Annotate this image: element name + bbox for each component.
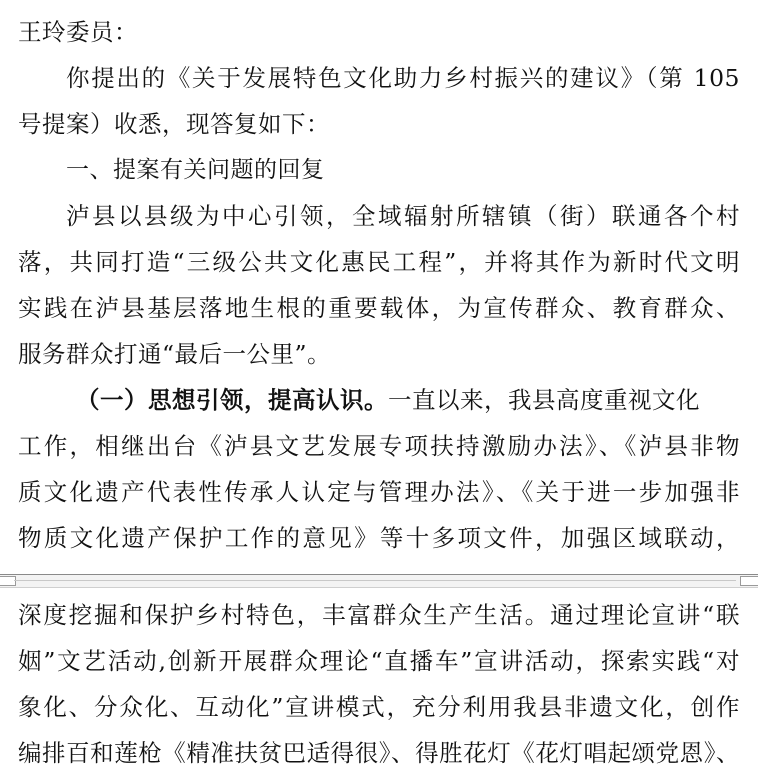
- body-line-13: 编排百和莲枪《精准扶贫巴适得很》、得胜花灯《花灯唱起颂党恩》、: [18, 739, 740, 767]
- body-line-9: 物质文化遗产保护工作的意见》等十多项文件，加强区域联动，: [18, 524, 740, 552]
- body-line-2: 号提案）收悉，现答复如下：: [18, 110, 330, 138]
- body-line-5: 实践在泸县基层落地生根的重要载体，为宣传群众、教育群众、: [18, 294, 740, 322]
- page-break-divider: [0, 574, 758, 588]
- body-line-12: 象化、分众化、互动化”宣讲模式，充分利用我县非遗文化，创作: [18, 693, 740, 721]
- page-corner-right: [740, 576, 758, 586]
- document-page-2: [0, 588, 758, 778]
- subsection-line: [76, 377, 740, 423]
- body-line-3: 泸县以县级为中心引领，全域辐射所辖镇（街）联通各个村: [66, 202, 740, 230]
- body-line-11: 姻”文艺活动,创新开展群众理论“直播车”宣讲活动，探索实践“对: [18, 647, 740, 675]
- section-heading: 一、提案有关问题的回复: [66, 157, 325, 183]
- page-gap-line: [14, 580, 736, 581]
- page-corner-left: [0, 576, 16, 586]
- body-line-1: 你提出的《关于发展特色文化助力乡村振兴的建议》（第 105: [66, 64, 740, 92]
- subsection-text: 一直以来，我县高度重视文化: [388, 386, 700, 414]
- salutation: 王玲委员：: [18, 18, 138, 46]
- body-line-10: 深度挖掘和保护乡村特色，丰富群众生产生活。通过理论宣讲“联: [18, 601, 740, 629]
- body-line-8: 质文化遗产代表性传承人认定与管理办法》、《关于进一步加强非: [18, 478, 740, 506]
- subsection-heading: （一）思想引领，提高认识。: [76, 386, 388, 414]
- body-line-7: 工作，相继出台《泸县文艺发展专项扶持激励办法》、《泸县非物: [18, 432, 740, 460]
- body-line-4: 落，共同打造“三级公共文化惠民工程”，并将其作为新时代文明: [18, 248, 740, 276]
- body-line-6: 服务群众打通“最后一公里”。: [18, 340, 332, 368]
